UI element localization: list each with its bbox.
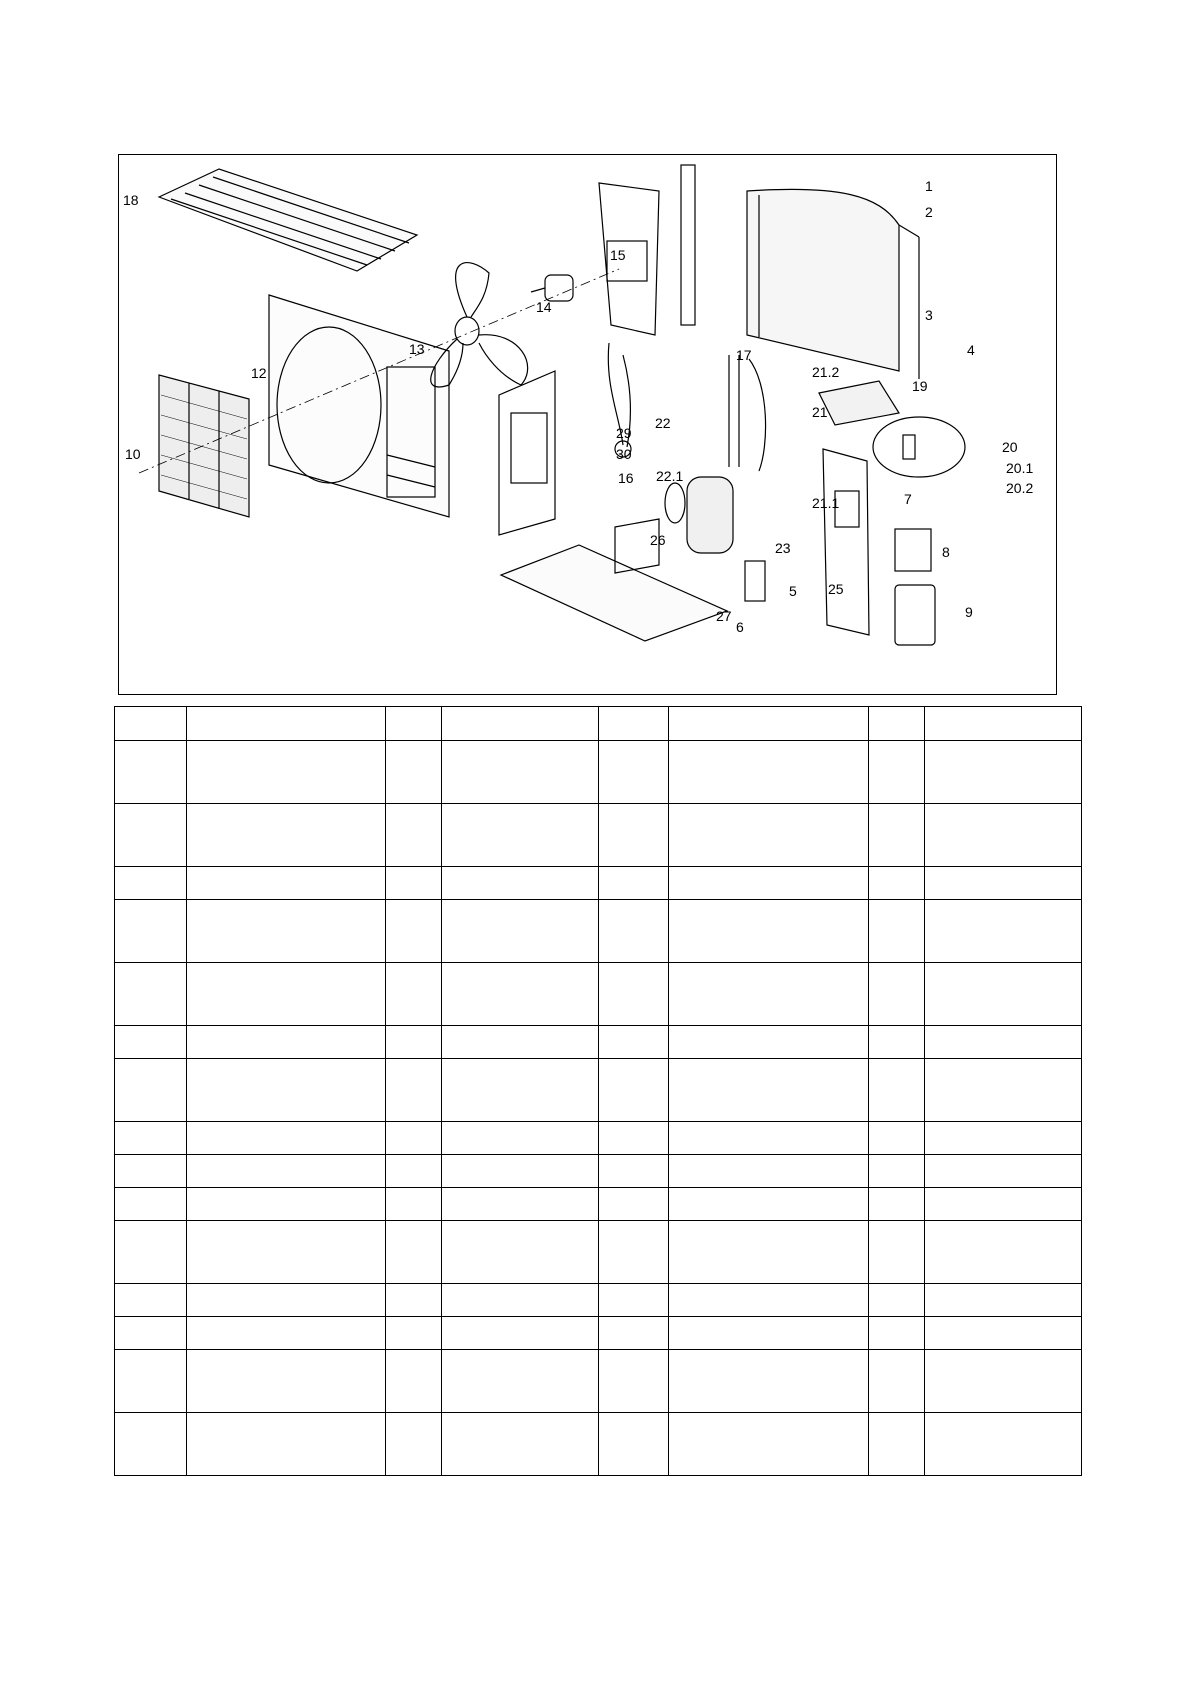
callout-22: 22 — [655, 415, 671, 431]
rear-support-post — [681, 165, 695, 325]
callout-13: 13 — [409, 341, 425, 357]
callout-12: 12 — [251, 365, 267, 381]
callout-20-2: 20.2 — [1006, 480, 1034, 496]
terminal-block-group — [873, 417, 965, 477]
callout-30: 30 — [616, 446, 632, 462]
callout-1: 1 — [925, 178, 933, 194]
exploded-parts-diagram — [118, 154, 1057, 695]
callout-9: 9 — [965, 604, 973, 620]
front-panel — [269, 295, 449, 517]
side-panel — [823, 449, 869, 635]
table-row — [115, 1317, 1082, 1350]
callout-3: 3 — [925, 307, 933, 323]
callout-18: 18 — [123, 192, 139, 208]
exploded-view-drawing — [119, 155, 1058, 696]
callout-27: 27 — [716, 608, 732, 624]
table-row — [115, 741, 1082, 804]
callout-8: 8 — [942, 544, 950, 560]
callout-7: 7 — [904, 491, 912, 507]
callout-17: 17 — [736, 347, 752, 363]
callout-21-1: 21.1 — [812, 495, 840, 511]
control-board — [819, 381, 899, 425]
condenser-coil — [747, 189, 919, 379]
partition-plate — [499, 371, 555, 535]
table-row — [115, 1026, 1082, 1059]
callout-29: 29 — [616, 425, 632, 441]
callout-22-1: 22.1 — [656, 468, 684, 484]
parts-list-table — [114, 706, 1082, 1476]
valve-bracket — [745, 561, 765, 601]
callout-20: 20 — [1002, 439, 1018, 455]
compressor — [665, 477, 733, 553]
table-row — [115, 900, 1082, 963]
table-row — [115, 1188, 1082, 1221]
top-cover-panel — [159, 169, 417, 271]
callout-25: 25 — [828, 581, 844, 597]
callout-10: 10 — [125, 446, 141, 462]
table-row — [115, 1122, 1082, 1155]
table-row — [115, 1155, 1082, 1188]
table-row — [115, 1221, 1082, 1284]
table-row — [115, 707, 1082, 741]
motor-bracket — [599, 183, 659, 335]
table-row — [115, 867, 1082, 900]
callout-4: 4 — [967, 342, 975, 358]
callout-14: 14 — [536, 299, 552, 315]
callout-20-1: 20.1 — [1006, 460, 1034, 476]
valve-cover — [895, 529, 935, 645]
callout-23: 23 — [775, 540, 791, 556]
table-row — [115, 963, 1082, 1026]
callout-15: 15 — [610, 247, 626, 263]
callout-21: 21 — [812, 404, 828, 420]
callout-6: 6 — [736, 619, 744, 635]
callout-26: 26 — [650, 532, 666, 548]
table-row — [115, 1350, 1082, 1413]
table-row — [115, 1284, 1082, 1317]
front-grille — [159, 375, 249, 517]
table-row — [115, 1413, 1082, 1476]
table-row — [115, 1059, 1082, 1122]
callout-2: 2 — [925, 204, 933, 220]
callout-16: 16 — [618, 470, 634, 486]
callout-5: 5 — [789, 583, 797, 599]
callout-19: 19 — [912, 378, 928, 394]
callout-21-2: 21.2 — [812, 364, 840, 380]
table-row — [115, 804, 1082, 867]
discharge-tubing — [729, 355, 766, 471]
